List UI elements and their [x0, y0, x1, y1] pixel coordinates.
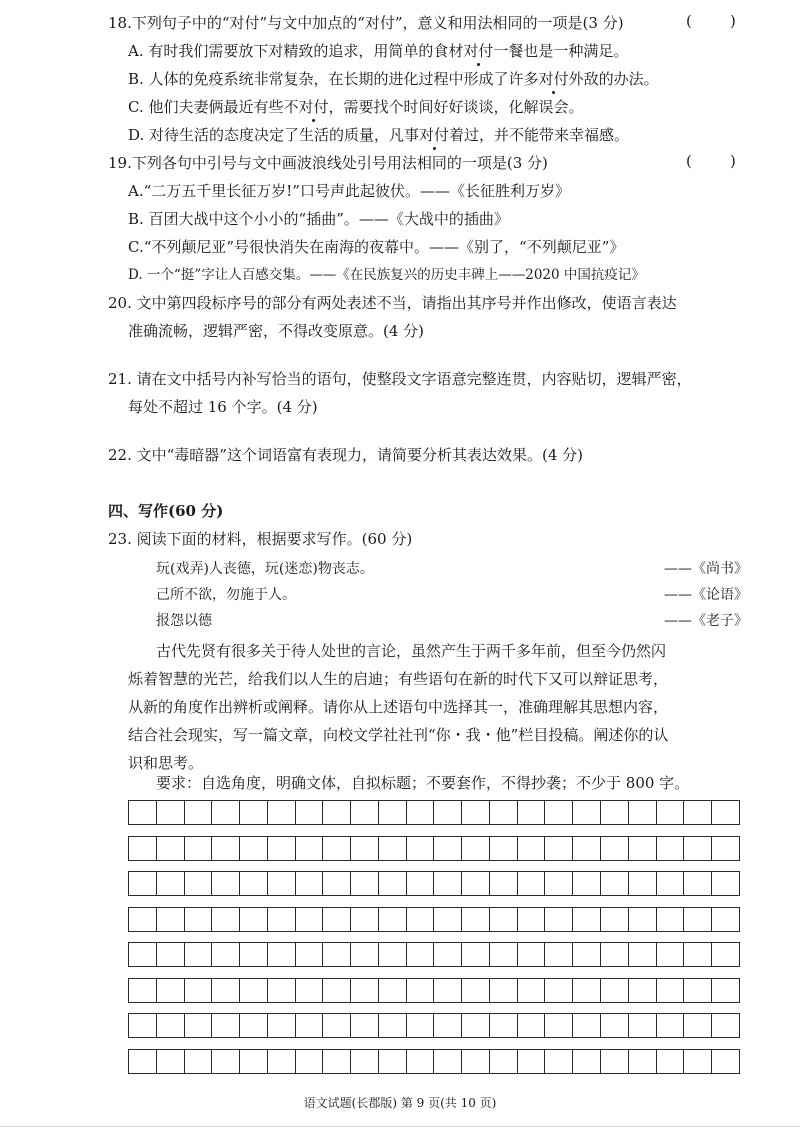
grid-cell[interactable]: [572, 871, 601, 896]
grid-cell[interactable]: [239, 907, 268, 932]
grid-cell[interactable]: [156, 1049, 185, 1074]
grid-cell[interactable]: [350, 907, 379, 932]
grid-cell[interactable]: [683, 907, 712, 932]
q23-para-line1: 古代先贤有很多关于待人处世的言论，虽然产生于两千多年前，但至今仍然闪: [156, 642, 667, 660]
grid-cell[interactable]: [544, 1013, 573, 1038]
q18-option-d: D. 对待生活的态度决定了生活的质量，凡事对付着过，并不能带来幸福感。: [128, 126, 630, 144]
grid-cell[interactable]: [572, 978, 601, 1003]
grid-cell[interactable]: [239, 871, 268, 896]
grid-cell[interactable]: [211, 1013, 240, 1038]
q23-para-line3: 从新的角度作出辨析或阐释。请你从上述语句中选择其一，准确理解其思想内容，: [128, 698, 669, 716]
q22-line1: 22. 文中“毒暗器”这个词语富有表现力，请简要分析其表达效果。(4 分): [108, 446, 583, 464]
grid-cell[interactable]: [211, 942, 240, 967]
grid-cell[interactable]: [461, 871, 490, 896]
grid-cell[interactable]: [295, 800, 324, 825]
emphasis-dotted-word: 对付: [298, 98, 329, 116]
grid-cell[interactable]: [683, 1049, 712, 1074]
grid-cell[interactable]: [156, 1013, 185, 1038]
q18-answer-paren[interactable]: ( ): [686, 12, 736, 30]
q21-line2: 每处不超过 16 个字。(4 分): [128, 398, 318, 416]
emphasis-dotted-word: 对付: [538, 70, 569, 88]
grid-cell[interactable]: [239, 1013, 268, 1038]
grid-cell[interactable]: [656, 800, 685, 825]
grid-cell[interactable]: [544, 942, 573, 967]
grid-cell[interactable]: [295, 942, 324, 967]
grid-cell[interactable]: [406, 978, 435, 1003]
grid-cell[interactable]: [600, 1013, 629, 1038]
grid-cell[interactable]: [711, 1049, 740, 1074]
grid-cell[interactable]: [406, 836, 435, 861]
grid-cell[interactable]: [378, 1049, 407, 1074]
q19-stem: 19.下列各句中引号与文中画波浪线处引号用法相同的一项是(3 分): [108, 154, 548, 172]
grid-cell[interactable]: [628, 907, 657, 932]
grid-cell[interactable]: [322, 978, 351, 1003]
grid-cell[interactable]: [572, 836, 601, 861]
grid-cell[interactable]: [656, 836, 685, 861]
page-footer: 语文试题(长郡版) 第 9 页(共 10 页): [303, 1096, 497, 1110]
grid-cell[interactable]: [711, 800, 740, 825]
q23-para-line5: 识和思考。: [128, 754, 204, 772]
grid-cell[interactable]: [128, 978, 157, 1003]
grid-cell[interactable]: [572, 1013, 601, 1038]
grid-cell[interactable]: [295, 1049, 324, 1074]
grid-cell[interactable]: [656, 1049, 685, 1074]
grid-cell[interactable]: [211, 978, 240, 1003]
grid-cell[interactable]: [350, 1049, 379, 1074]
grid-cell[interactable]: [378, 800, 407, 825]
grid-cell[interactable]: [156, 800, 185, 825]
grid-cell[interactable]: [184, 871, 213, 896]
quote-2-source: ——《论语》: [664, 587, 748, 603]
grid-cell[interactable]: [489, 978, 518, 1003]
grid-row: [128, 800, 739, 825]
grid-cell[interactable]: [406, 907, 435, 932]
q19-option-c: C.“不列颠尼亚”号很快消失在南海的夜幕中。——《别了，“不列颠尼亚”》: [128, 238, 625, 256]
grid-cell[interactable]: [544, 871, 573, 896]
grid-cell[interactable]: [378, 871, 407, 896]
grid-cell[interactable]: [378, 978, 407, 1003]
q19-option-a: A.“二万五千里长征万岁!”口号声此起彼伏。——《长征胜利万岁》: [128, 182, 570, 200]
grid-cell[interactable]: [433, 907, 462, 932]
quote-3-source: ——《老子》: [664, 613, 748, 629]
grid-cell[interactable]: [406, 942, 435, 967]
grid-cell[interactable]: [711, 907, 740, 932]
q20-line1: 20. 文中第四段标序号的部分有两处表述不当，请指出其序号并作出修改，使语言表达: [108, 294, 677, 312]
grid-cell[interactable]: [128, 800, 157, 825]
grid-cell[interactable]: [517, 907, 546, 932]
grid-cell[interactable]: [572, 942, 601, 967]
grid-cell[interactable]: [600, 800, 629, 825]
grid-cell[interactable]: [656, 942, 685, 967]
quote-1-source: ——《尚书》: [664, 561, 748, 577]
section-title-writing: 四、写作(60 分): [108, 502, 224, 520]
grid-cell[interactable]: [378, 1013, 407, 1038]
grid-cell[interactable]: [184, 1049, 213, 1074]
grid-cell[interactable]: [461, 1013, 490, 1038]
q21-line1: 21. 请在文中括号内补写恰当的语句，使整段文字语意完整连贯，内容贴切，逻辑严密，: [108, 370, 692, 388]
grid-cell[interactable]: [184, 1013, 213, 1038]
q18-stem: 18.下列句子中的“对付”与文中加点的“对付”，意义和用法相同的一项是(3 分): [108, 14, 624, 32]
grid-cell[interactable]: [350, 836, 379, 861]
grid-cell[interactable]: [683, 1013, 712, 1038]
grid-cell[interactable]: [156, 907, 185, 932]
grid-cell[interactable]: [156, 836, 185, 861]
q18-option-c: C. 他们夫妻俩最近有些不对付，需要找个时间好好谈谈，化解误会。: [128, 98, 584, 116]
grid-cell[interactable]: [489, 1049, 518, 1074]
grid-cell[interactable]: [711, 1013, 740, 1038]
grid-cell[interactable]: [267, 1049, 296, 1074]
grid-cell[interactable]: [128, 907, 157, 932]
grid-cell[interactable]: [600, 978, 629, 1003]
grid-cell[interactable]: [461, 978, 490, 1003]
grid-cell[interactable]: [517, 836, 546, 861]
grid-cell[interactable]: [406, 1013, 435, 1038]
grid-cell[interactable]: [544, 1049, 573, 1074]
grid-cell[interactable]: [322, 907, 351, 932]
grid-cell[interactable]: [711, 871, 740, 896]
grid-cell[interactable]: [239, 1049, 268, 1074]
grid-cell[interactable]: [600, 1049, 629, 1074]
grid-cell[interactable]: [406, 800, 435, 825]
emphasis-dotted-word: 对付: [419, 126, 450, 144]
grid-cell[interactable]: [322, 800, 351, 825]
grid-cell[interactable]: [295, 836, 324, 861]
grid-cell[interactable]: [295, 978, 324, 1003]
grid-cell[interactable]: [128, 871, 157, 896]
grid-cell[interactable]: [572, 1049, 601, 1074]
grid-cell[interactable]: [433, 1013, 462, 1038]
grid-cell[interactable]: [267, 1013, 296, 1038]
grid-cell[interactable]: [544, 836, 573, 861]
grid-cell[interactable]: [628, 871, 657, 896]
grid-cell[interactable]: [489, 836, 518, 861]
grid-cell[interactable]: [267, 978, 296, 1003]
grid-cell[interactable]: [211, 800, 240, 825]
grid-cell[interactable]: [128, 836, 157, 861]
grid-cell[interactable]: [656, 978, 685, 1003]
grid-cell[interactable]: [489, 800, 518, 825]
grid-cell[interactable]: [267, 836, 296, 861]
grid-cell[interactable]: [239, 800, 268, 825]
grid-cell[interactable]: [600, 871, 629, 896]
grid-cell[interactable]: [628, 1049, 657, 1074]
grid-cell[interactable]: [184, 978, 213, 1003]
bottom-divider: [0, 1126, 800, 1127]
grid-cell[interactable]: [406, 1049, 435, 1074]
grid-cell[interactable]: [656, 1013, 685, 1038]
grid-cell[interactable]: [267, 871, 296, 896]
grid-cell[interactable]: [489, 1013, 518, 1038]
grid-cell[interactable]: [295, 1013, 324, 1038]
grid-cell[interactable]: [628, 800, 657, 825]
grid-row: [128, 836, 739, 861]
grid-cell[interactable]: [239, 836, 268, 861]
grid-cell[interactable]: [211, 907, 240, 932]
grid-cell[interactable]: [600, 942, 629, 967]
grid-row: [128, 942, 739, 967]
grid-cell[interactable]: [489, 942, 518, 967]
q19-option-d: D. 一个“挺”字让人百感交集。——《在民族复兴的历史丰碑上——2020 中国抗疫记》: [128, 267, 645, 283]
q23-para-line2: 烁着智慧的光芒，给我们以人生的启迪；有些语句在新的时代下又可以辩证思考，: [128, 670, 669, 688]
grid-cell[interactable]: [711, 978, 740, 1003]
grid-cell[interactable]: [544, 800, 573, 825]
grid-cell[interactable]: [683, 978, 712, 1003]
grid-cell[interactable]: [350, 800, 379, 825]
grid-cell[interactable]: [378, 836, 407, 861]
grid-cell[interactable]: [433, 942, 462, 967]
grid-cell[interactable]: [433, 1049, 462, 1074]
grid-cell[interactable]: [433, 836, 462, 861]
grid-row: [128, 978, 739, 1003]
q18-option-b: B. 人体的免疫系统非常复杂，在长期的进化过程中形成了许多对付外敌的办法。: [128, 70, 659, 88]
grid-cell[interactable]: [517, 942, 546, 967]
grid-cell[interactable]: [406, 871, 435, 896]
grid-cell[interactable]: [239, 942, 268, 967]
grid-cell[interactable]: [656, 907, 685, 932]
grid-cell[interactable]: [517, 800, 546, 825]
q20-line2: 准确流畅，逻辑严密，不得改变原意。(4 分): [128, 322, 425, 340]
grid-cell[interactable]: [461, 800, 490, 825]
grid-cell[interactable]: [600, 907, 629, 932]
q23-requirement: 要求：自选角度，明确文体，自拟标题；不要套作，不得抄袭；不少于 800 字。: [156, 774, 690, 792]
q23-stem: 23. 阅读下面的材料，根据要求写作。(60 分): [108, 530, 413, 548]
grid-cell[interactable]: [572, 800, 601, 825]
grid-cell[interactable]: [683, 800, 712, 825]
grid-row: [128, 1013, 739, 1038]
grid-cell[interactable]: [656, 871, 685, 896]
grid-cell[interactable]: [267, 907, 296, 932]
grid-cell[interactable]: [184, 942, 213, 967]
q19-option-b: B. 百团大战中这个小小的“插曲”。——《大战中的插曲》: [128, 210, 509, 228]
grid-cell[interactable]: [295, 871, 324, 896]
grid-cell[interactable]: [128, 1049, 157, 1074]
grid-cell[interactable]: [322, 942, 351, 967]
grid-cell[interactable]: [128, 1013, 157, 1038]
grid-cell[interactable]: [211, 1049, 240, 1074]
grid-cell[interactable]: [628, 836, 657, 861]
grid-cell[interactable]: [461, 907, 490, 932]
grid-row: [128, 1049, 739, 1074]
grid-cell[interactable]: [517, 1049, 546, 1074]
grid-cell[interactable]: [628, 978, 657, 1003]
grid-cell[interactable]: [461, 942, 490, 967]
grid-cell[interactable]: [184, 800, 213, 825]
grid-cell[interactable]: [711, 836, 740, 861]
grid-cell[interactable]: [433, 871, 462, 896]
grid-cell[interactable]: [544, 907, 573, 932]
grid-cell[interactable]: [267, 800, 296, 825]
grid-cell[interactable]: [350, 942, 379, 967]
grid-cell[interactable]: [267, 942, 296, 967]
grid-cell[interactable]: [628, 1013, 657, 1038]
grid-cell[interactable]: [517, 978, 546, 1003]
grid-cell[interactable]: [461, 1049, 490, 1074]
grid-row: [128, 907, 739, 932]
grid-cell[interactable]: [544, 978, 573, 1003]
grid-cell[interactable]: [322, 1013, 351, 1038]
grid-cell[interactable]: [350, 1013, 379, 1038]
grid-cell[interactable]: [433, 800, 462, 825]
q23-para-line4: 结合社会现实，写一篇文章，向校文学社社刊“你・我・他”栏目投稿。阐述你的认: [128, 726, 669, 744]
grid-cell[interactable]: [128, 942, 157, 967]
grid-cell[interactable]: [156, 978, 185, 1003]
grid-cell[interactable]: [711, 942, 740, 967]
grid-cell[interactable]: [461, 836, 490, 861]
grid-cell[interactable]: [378, 942, 407, 967]
grid-cell[interactable]: [600, 836, 629, 861]
grid-cell[interactable]: [184, 836, 213, 861]
grid-cell[interactable]: [572, 907, 601, 932]
q18-option-a: A. 有时我们需要放下对精致的追求，用简单的食材对付一餐也是一种满足。: [128, 42, 629, 60]
grid-cell[interactable]: [295, 907, 324, 932]
grid-cell[interactable]: [683, 836, 712, 861]
emphasis-dotted-word: 对付: [463, 42, 494, 60]
grid-cell[interactable]: [628, 942, 657, 967]
grid-cell[interactable]: [517, 871, 546, 896]
grid-cell[interactable]: [683, 871, 712, 896]
quote-3-text: 报怨以德: [156, 613, 212, 629]
grid-cell[interactable]: [350, 978, 379, 1003]
grid-cell[interactable]: [156, 942, 185, 967]
grid-cell[interactable]: [322, 836, 351, 861]
quote-2-text: 己所不欲，勿施于人。: [156, 587, 296, 603]
grid-cell[interactable]: [239, 978, 268, 1003]
grid-cell[interactable]: [211, 871, 240, 896]
quote-1-text: 玩(戏弄)人丧德，玩(迷恋)物丧志。: [156, 561, 374, 577]
grid-cell[interactable]: [489, 871, 518, 896]
grid-cell[interactable]: [184, 907, 213, 932]
grid-cell[interactable]: [322, 1049, 351, 1074]
grid-cell[interactable]: [350, 871, 379, 896]
grid-row: [128, 871, 739, 896]
q19-answer-paren[interactable]: ( ): [686, 152, 736, 170]
grid-cell[interactable]: [517, 1013, 546, 1038]
grid-cell[interactable]: [378, 907, 407, 932]
grid-cell[interactable]: [489, 907, 518, 932]
grid-cell[interactable]: [156, 871, 185, 896]
grid-cell[interactable]: [683, 942, 712, 967]
grid-cell[interactable]: [322, 871, 351, 896]
grid-cell[interactable]: [433, 978, 462, 1003]
grid-cell[interactable]: [211, 836, 240, 861]
